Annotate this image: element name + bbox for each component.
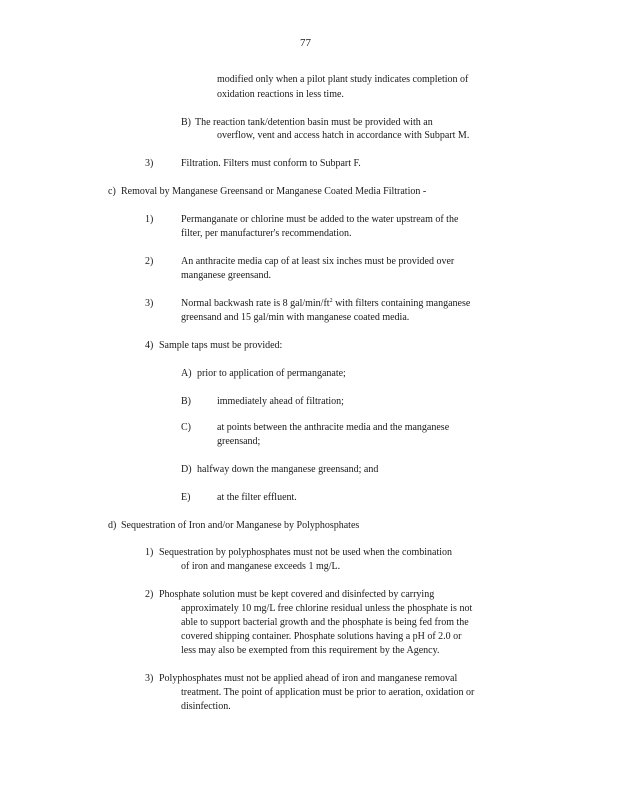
tap-text: at points between the anthracite media and the manganese [217, 422, 450, 433]
tap-text: greensand; [217, 436, 261, 447]
section-c-label: c) [108, 186, 116, 197]
item-3-text: Filtration. Filters must conform to Subpart F. [181, 158, 361, 169]
list-item-label: 1) [145, 547, 154, 558]
list-item-text: Sequestration by polyphosphates must not be used when the combination [159, 547, 453, 558]
list-item-label: 1) [145, 214, 154, 225]
item-b-text: overflow, vent and access hatch in accordance with Subpart M. [217, 130, 470, 141]
list-item-label: 4) [145, 340, 154, 351]
continued-text-line: oxidation reactions in less time. [217, 89, 344, 100]
section-d-heading: Sequestration of Iron and/or Manganese by Polyphosphates [121, 520, 360, 531]
list-item-text: Sample taps must be provided: [159, 340, 283, 351]
list-item-label: 2) [145, 256, 154, 267]
section-d-label: d) [108, 520, 117, 531]
tap-label: B) [181, 396, 191, 407]
tap-text: at the filter effluent. [217, 492, 297, 503]
tap-label: E) [181, 492, 191, 503]
superscript: 2 [329, 298, 333, 304]
list-item-text: Phosphate solution must be kept covered and disinfected by carrying [159, 589, 435, 600]
list-item-label: 3) [145, 298, 154, 309]
tap-label: D) [181, 464, 192, 475]
list-item-text: treatment. The point of application must be prior to aeration, oxidation or [181, 687, 475, 698]
list-item-text: less may also be exempted from this requirement by the Agency. [181, 645, 440, 656]
item-3-label: 3) [145, 158, 154, 169]
item-b-label: B) [181, 117, 191, 128]
item-b-text: The reaction tank/detention basin must be provided with an [195, 117, 433, 128]
list-item-text: An anthracite media cap of at least six inches must be provided over [181, 256, 455, 267]
list-item-text: manganese greensand. [181, 270, 271, 281]
tap-text: halfway down the manganese greensand; and [197, 464, 379, 475]
list-item-text: approximately 10 mg/L free chlorine residual unless the phosphate is not [181, 603, 473, 614]
tap-label: A) [181, 368, 192, 379]
list-item-label: 3) [145, 673, 154, 684]
list-item-text: Normal backwash rate is 8 gal/$\min/ft^2$ with filters containing manganese [181, 298, 471, 309]
list-item-text: Polyphosphates must not be applied ahead of iron and manganese removal [159, 673, 458, 684]
list-item-text: Permanganate or chlorine must be added to the water upstream of the [181, 214, 459, 225]
list-item-text: able to support bacterial growth and the phosphate is being fed from the [181, 617, 469, 628]
list-item-label: 2) [145, 589, 154, 600]
tap-text: immediately ahead of filtration; [217, 396, 344, 407]
list-item-text: of iron and manganese exceeds 1 mg/L. [181, 561, 341, 572]
tap-text: prior to application of permanganate; [197, 368, 346, 379]
tap-label: C) [181, 422, 191, 433]
list-item-text: disinfection. [181, 701, 231, 712]
continued-text-line: modified only when a pilot plant study indicates completion of [217, 74, 469, 85]
list-item-text: covered shipping container. Phosphate solutions having a pH of 2.0 or [181, 631, 462, 642]
list-item-text: filter, per manufacturer's recommendation. [181, 228, 352, 239]
page-number: 77 [300, 37, 311, 49]
list-item-text: greensand and 15 gal/min with manganese coated media. [181, 312, 410, 323]
section-c-heading: Removal by Manganese Greensand or Manganese Coated Media Filtration - [121, 186, 427, 197]
